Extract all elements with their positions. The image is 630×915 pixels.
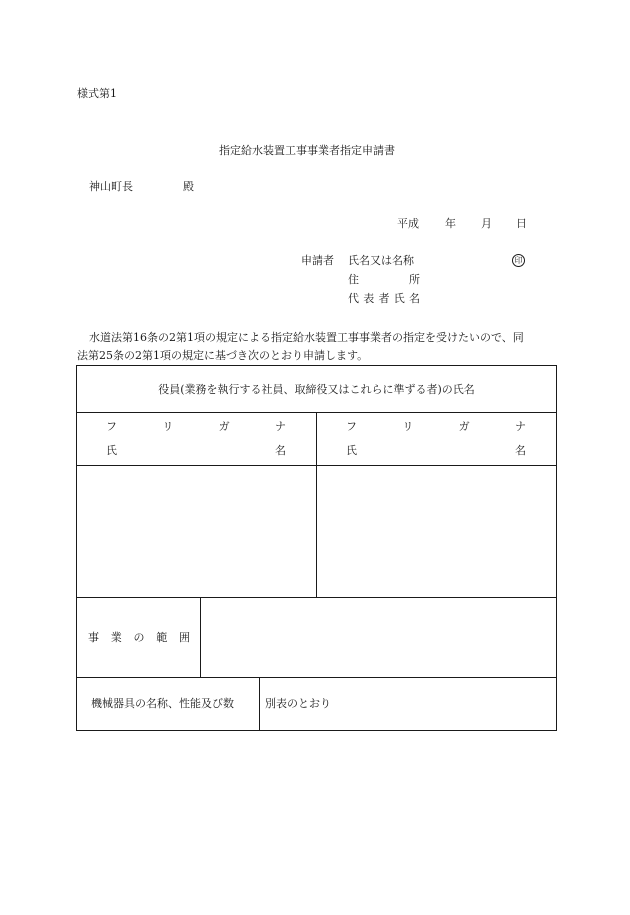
date-year: 年	[445, 217, 456, 230]
equipment-label: 機械器具の名称、性能及び数	[91, 697, 234, 710]
furigana-label-right: フ リ ガ ナ	[346, 420, 526, 433]
applicant-representative-label: 代 表 者 氏 名	[348, 292, 420, 305]
name-label-left: 氏 名	[106, 444, 286, 457]
date-era: 平成	[397, 217, 419, 230]
body-text-line-2: 法第25条の2第1項の規定に基づき次のとおり申請します。	[77, 349, 369, 362]
seal-mark: 印	[512, 254, 525, 267]
addressee: 神山町長	[89, 180, 133, 193]
name-label-right: 氏 名	[346, 444, 526, 457]
column-divider	[200, 597, 201, 678]
row-divider	[76, 677, 557, 678]
officers-header: 役員(業務を執行する社員、取締役又はこれらに準ずる者)の氏名	[158, 383, 475, 396]
table-border-bottom	[76, 730, 557, 731]
date-month: 月	[481, 217, 492, 230]
applicant-address-label: 住 所	[348, 273, 420, 286]
date-day: 日	[516, 217, 527, 230]
column-divider	[259, 677, 260, 731]
applicant-label: 申請者	[301, 254, 334, 267]
honorific: 殿	[183, 180, 194, 193]
furigana-label-left: フ リ ガ ナ	[106, 420, 286, 433]
column-divider	[316, 412, 317, 598]
body-text-line-1: 水道法第16条の2第1項の規定による指定給水装置工事事業者の指定を受けたいので、同	[89, 331, 524, 344]
applicant-name-label: 氏名又は名称	[348, 254, 414, 267]
equipment-value: 別表のとおり	[265, 697, 331, 710]
form-title: 指定給水装置工事事業者指定申請書	[219, 144, 395, 157]
form-number: 様式第1	[77, 87, 117, 100]
table-border-top	[76, 365, 557, 366]
business-scope-label: 事 業 の 範 囲	[88, 631, 190, 644]
